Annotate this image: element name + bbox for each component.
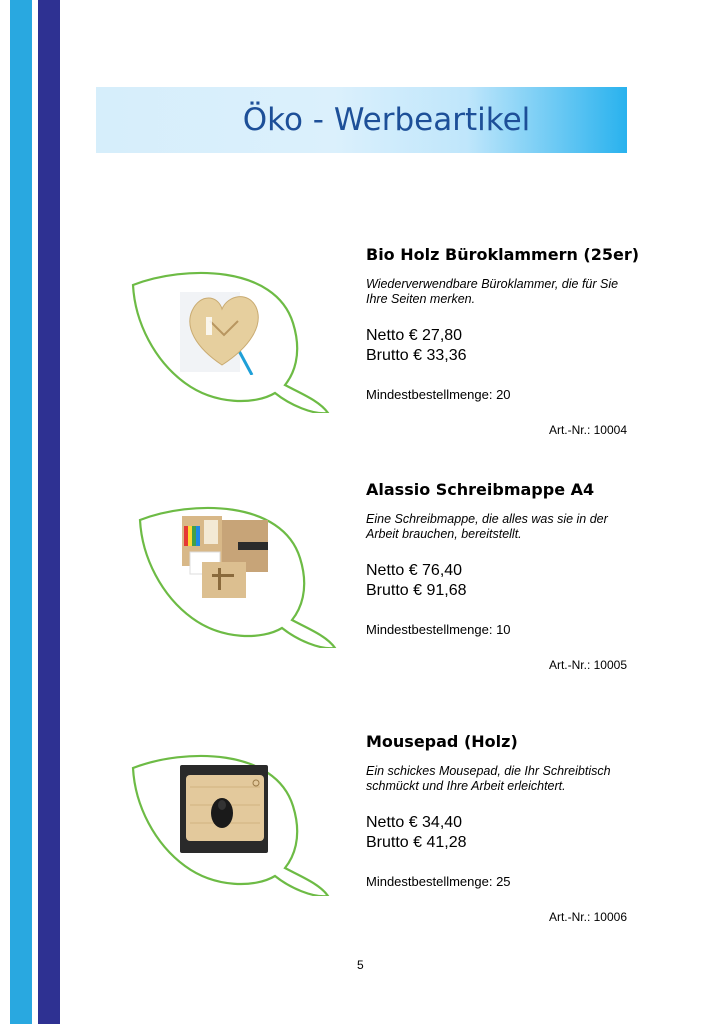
product-title: Alassio Schreibmappe A4 bbox=[366, 480, 595, 499]
product-card-folder bbox=[0, 480, 724, 680]
article-number: Art.-Nr.: 10005 bbox=[548, 658, 627, 672]
product-description: Wiederverwendbare Büroklammer, die für Sie Ihre Seiten merken. bbox=[366, 277, 619, 306]
title-banner bbox=[96, 87, 627, 153]
product-card-mousepad bbox=[0, 732, 724, 932]
product-card-paperclips bbox=[0, 245, 724, 445]
price-brutto: Brutto € 33,36 bbox=[366, 347, 467, 364]
product-image-paperclips bbox=[180, 287, 265, 375]
product-description: Ein schickes Mousepad, die Ihr Schreibtisch schmückt und Ihre Arbeit erleichtert. bbox=[366, 764, 611, 793]
price-netto: Netto € 34,40 bbox=[366, 814, 463, 831]
product-title: Bio Holz Büroklammern (25er) bbox=[366, 245, 640, 264]
price-brutto: Brutto € 41,28 bbox=[366, 834, 467, 851]
page-number: 5 bbox=[357, 958, 364, 972]
min-order-quantity: Mindestbestellmenge: 25 bbox=[366, 874, 511, 889]
product-image-folder bbox=[180, 512, 272, 602]
article-number: Art.-Nr.: 10004 bbox=[548, 423, 627, 437]
price-netto: Netto € 27,80 bbox=[366, 327, 463, 344]
product-title: Mousepad (Holz) bbox=[366, 732, 518, 751]
article-number: Art.-Nr.: 10006 bbox=[548, 910, 627, 924]
product-image-mousepad bbox=[180, 765, 268, 853]
product-description: Eine Schreibmappe, die alles was sie in der Arbeit brauchen, bereitstellt. bbox=[366, 512, 608, 541]
price-brutto: Brutto € 91,68 bbox=[366, 582, 467, 599]
page-title: Öko - Werbeartikel bbox=[242, 102, 531, 138]
price-netto: Netto € 76,40 bbox=[366, 562, 463, 579]
min-order-quantity: Mindestbestellmenge: 20 bbox=[366, 387, 511, 402]
min-order-quantity: Mindestbestellmenge: 10 bbox=[366, 622, 511, 637]
